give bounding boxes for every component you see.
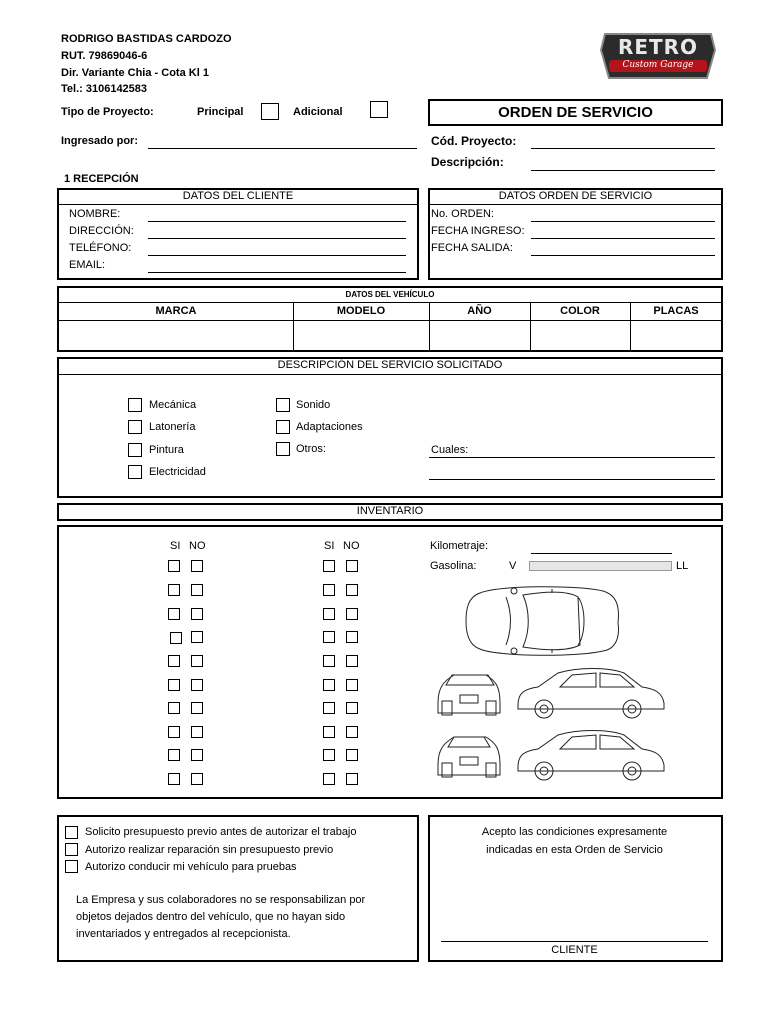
- inventory-si-1-6[interactable]: [168, 679, 180, 691]
- adicional-checkbox[interactable]: [370, 101, 388, 118]
- service-sonido-checkbox[interactable]: [276, 398, 290, 412]
- service-adaptaciones-checkbox[interactable]: [276, 420, 290, 434]
- vehicle-col-color: COLOR: [560, 305, 600, 317]
- auth-drive-label: Autorizo conducir mi vehículo para pruebas: [85, 861, 297, 873]
- inventory-no-label-1: NO: [189, 540, 206, 552]
- vehicle-color-cell[interactable]: [532, 322, 629, 350]
- service-otros-checkbox[interactable]: [276, 442, 290, 456]
- adicional-label: Adicional: [293, 106, 343, 118]
- inventory-no-2-8[interactable]: [346, 726, 358, 738]
- client-data-header: DATOS DEL CLIENTE: [182, 190, 294, 202]
- car-side-view-icon: [518, 669, 664, 719]
- acceptance-line-2: indicadas en esta Orden de Servicio: [486, 844, 663, 856]
- car-top-view-icon: [466, 587, 618, 656]
- inventory-no-2-5[interactable]: [346, 655, 358, 667]
- car-diagram[interactable]: [428, 583, 674, 788]
- form-title-box: [428, 99, 723, 126]
- vehicle-col-ano: AÑO: [467, 305, 492, 317]
- service-pintura-checkbox[interactable]: [128, 443, 142, 457]
- inventory-si-1-9[interactable]: [168, 749, 180, 761]
- inventory-header: INVENTARIO: [356, 505, 424, 517]
- gasolina-label: Gasolina:: [430, 560, 477, 572]
- inventory-no-1-3[interactable]: [191, 608, 203, 620]
- inventory-no-2-10[interactable]: [346, 773, 358, 785]
- project-code-label: Cód. Proyecto:: [431, 134, 517, 148]
- service-latoneria-label: Latonería: [149, 421, 196, 433]
- client-address-label: DIRECCIÓN:: [69, 225, 134, 237]
- inventory-no-1-4[interactable]: [191, 631, 203, 643]
- service-latoneria-checkbox[interactable]: [128, 420, 142, 434]
- client-phone-field[interactable]: [148, 255, 406, 256]
- disclaimer-line-2: objetos dejados dentro del vehículo, que no hayan sido: [76, 911, 346, 923]
- inventory-no-1-10[interactable]: [191, 773, 203, 785]
- vehicle-marca-cell[interactable]: [59, 322, 292, 350]
- principal-checkbox[interactable]: [261, 103, 279, 120]
- kilometraje-field[interactable]: [531, 553, 672, 554]
- client-name-label: NOMBRE:: [69, 208, 121, 220]
- service-sonido-label: Sonido: [296, 399, 331, 411]
- inventory-no-2-2[interactable]: [346, 584, 358, 596]
- service-cuales-field-1[interactable]: [429, 457, 715, 458]
- service-pintura-label: Pintura: [149, 444, 184, 456]
- logo-title: RETRO: [617, 35, 699, 59]
- inventory-no-1-9[interactable]: [191, 749, 203, 761]
- inventory-no-2-6[interactable]: [346, 679, 358, 691]
- inventory-si-1-3[interactable]: [168, 608, 180, 620]
- auth-repair-checkbox[interactable]: [65, 843, 78, 856]
- auth-drive-checkbox[interactable]: [65, 860, 78, 873]
- inventory-no-1-7[interactable]: [191, 702, 203, 714]
- service-electricidad-label: Electricidad: [149, 466, 206, 478]
- disclaimer-line-3: inventariados y entregados al recepcionista.: [76, 928, 291, 940]
- section-recepcion: 1 RECEPCIÓN: [64, 173, 139, 185]
- order-entry-date-field[interactable]: [531, 238, 715, 239]
- inventory-si-1-4[interactable]: [170, 632, 182, 644]
- inventory-no-2-3[interactable]: [346, 608, 358, 620]
- order-entry-date-label: FECHA INGRESO:: [431, 225, 525, 237]
- gasolina-gauge[interactable]: [529, 561, 672, 571]
- inventory-si-1-2[interactable]: [168, 584, 180, 596]
- service-header: DESCRIPCIÓN DEL SERVICIO SOLICITADO: [277, 359, 503, 371]
- entered-by-label: Ingresado por:: [61, 135, 139, 147]
- vehicle-col-placas: PLACAS: [653, 305, 699, 317]
- service-adaptaciones-label: Adaptaciones: [296, 421, 363, 433]
- service-electricidad-checkbox[interactable]: [128, 465, 142, 479]
- service-cuales-field-2[interactable]: [429, 479, 715, 480]
- inventory-si-2-8[interactable]: [323, 726, 335, 738]
- client-name-field[interactable]: [148, 221, 406, 222]
- form-title: ORDEN DE SERVICIO: [498, 104, 653, 121]
- inventory-no-1-1[interactable]: [191, 560, 203, 572]
- vehicle-data-header: DATOS DEL VEHÍCULO: [345, 290, 435, 299]
- inventory-si-2-6[interactable]: [323, 679, 335, 691]
- client-address-field[interactable]: [148, 238, 406, 239]
- vehicle-ano-cell[interactable]: [431, 322, 529, 350]
- inventory-si-1-10[interactable]: [168, 773, 180, 785]
- inventory-no-1-6[interactable]: [191, 679, 203, 691]
- client-signature-field[interactable]: [441, 941, 708, 942]
- inventory-si-1-8[interactable]: [168, 726, 180, 738]
- project-description-label: Descripción:: [431, 155, 504, 169]
- company-phone: Tel.: 3106142583: [61, 83, 148, 95]
- inventory-no-label-2: NO: [343, 540, 360, 552]
- retro-logo: [599, 30, 717, 82]
- entered-by-field[interactable]: [148, 148, 417, 149]
- car-side-view-2-icon: [518, 731, 664, 781]
- inventory-si-label-1: SI: [170, 540, 181, 552]
- order-exit-date-label: FECHA SALIDA:: [431, 242, 513, 254]
- client-phone-label: TELÉFONO:: [69, 242, 132, 254]
- inventory-no-1-5[interactable]: [191, 655, 203, 667]
- principal-label: Principal: [197, 106, 244, 118]
- project-description-field[interactable]: [531, 170, 715, 171]
- acceptance-line-1: Acepto las condiciones expresamente: [481, 826, 668, 838]
- kilometraje-label: Kilometraje:: [430, 540, 489, 552]
- inventory-si-2-4[interactable]: [323, 631, 335, 643]
- client-signature-label: CLIENTE: [551, 944, 598, 956]
- inventory-no-1-8[interactable]: [191, 726, 203, 738]
- inventory-si-2-2[interactable]: [323, 584, 335, 596]
- vehicle-modelo-cell[interactable]: [295, 322, 428, 350]
- inventory-no-2-4[interactable]: [346, 631, 358, 643]
- service-mecanica-checkbox[interactable]: [128, 398, 142, 412]
- order-number-field[interactable]: [531, 221, 715, 222]
- service-mecanica-label: Mecánica: [149, 399, 197, 411]
- client-email-field[interactable]: [148, 272, 406, 273]
- inventory-no-2-1[interactable]: [346, 560, 358, 572]
- auth-repair-label: Autorizo realizar reparación sin presupuesto previo: [85, 844, 334, 856]
- vehicle-placas-cell[interactable]: [632, 322, 721, 350]
- project-type-label: Tipo de Proyecto:: [61, 106, 154, 118]
- client-email-label: EMAIL:: [69, 259, 106, 271]
- disclaimer-line-1: La Empresa y sus colaboradores no se responsabilizan por: [76, 894, 366, 906]
- service-otros-label: Otros:: [296, 443, 326, 455]
- gasolina-ll-label: LL: [676, 560, 689, 572]
- auth-budget-checkbox[interactable]: [65, 826, 78, 839]
- inventory-si-1-7[interactable]: [168, 702, 180, 714]
- inventory-si-2-9[interactable]: [323, 749, 335, 761]
- car-front-view-icon: [438, 675, 500, 715]
- company-rut: RUT. 79869046-6: [61, 50, 148, 62]
- inventory-si-2-10[interactable]: [323, 773, 335, 785]
- inventory-si-2-7[interactable]: [323, 702, 335, 714]
- car-rear-view-icon: [438, 737, 500, 777]
- inventory-si-1-1[interactable]: [168, 560, 180, 572]
- inventory-no-1-2[interactable]: [191, 584, 203, 596]
- service-cuales-label: Cuales:: [431, 444, 469, 456]
- inventory-no-2-9[interactable]: [346, 749, 358, 761]
- vehicle-col-modelo: MODELO: [336, 305, 386, 317]
- inventory-si-2-3[interactable]: [323, 608, 335, 620]
- project-code-field[interactable]: [531, 148, 715, 149]
- inventory-si-2-5[interactable]: [323, 655, 335, 667]
- gasolina-v-label: V: [509, 560, 517, 572]
- inventory-si-2-1[interactable]: [323, 560, 335, 572]
- auth-budget-label: Solicito presupuesto previo antes de autorizar el trabajo: [85, 826, 357, 838]
- inventory-no-2-7[interactable]: [346, 702, 358, 714]
- order-data-header: DATOS ORDEN DE SERVICIO: [498, 190, 653, 202]
- company-address: Dir. Variante Chia - Cota Kl 1: [61, 67, 209, 79]
- company-name: RODRIGO BASTIDAS CARDOZO: [61, 33, 232, 45]
- order-exit-date-field[interactable]: [531, 255, 715, 256]
- inventory-si-1-5[interactable]: [168, 655, 180, 667]
- vehicle-col-marca: MARCA: [155, 305, 197, 317]
- inventory-si-label-2: SI: [324, 540, 335, 552]
- order-number-label: No. ORDEN:: [431, 208, 494, 220]
- logo-subtitle: Custom Garage: [622, 60, 694, 70]
